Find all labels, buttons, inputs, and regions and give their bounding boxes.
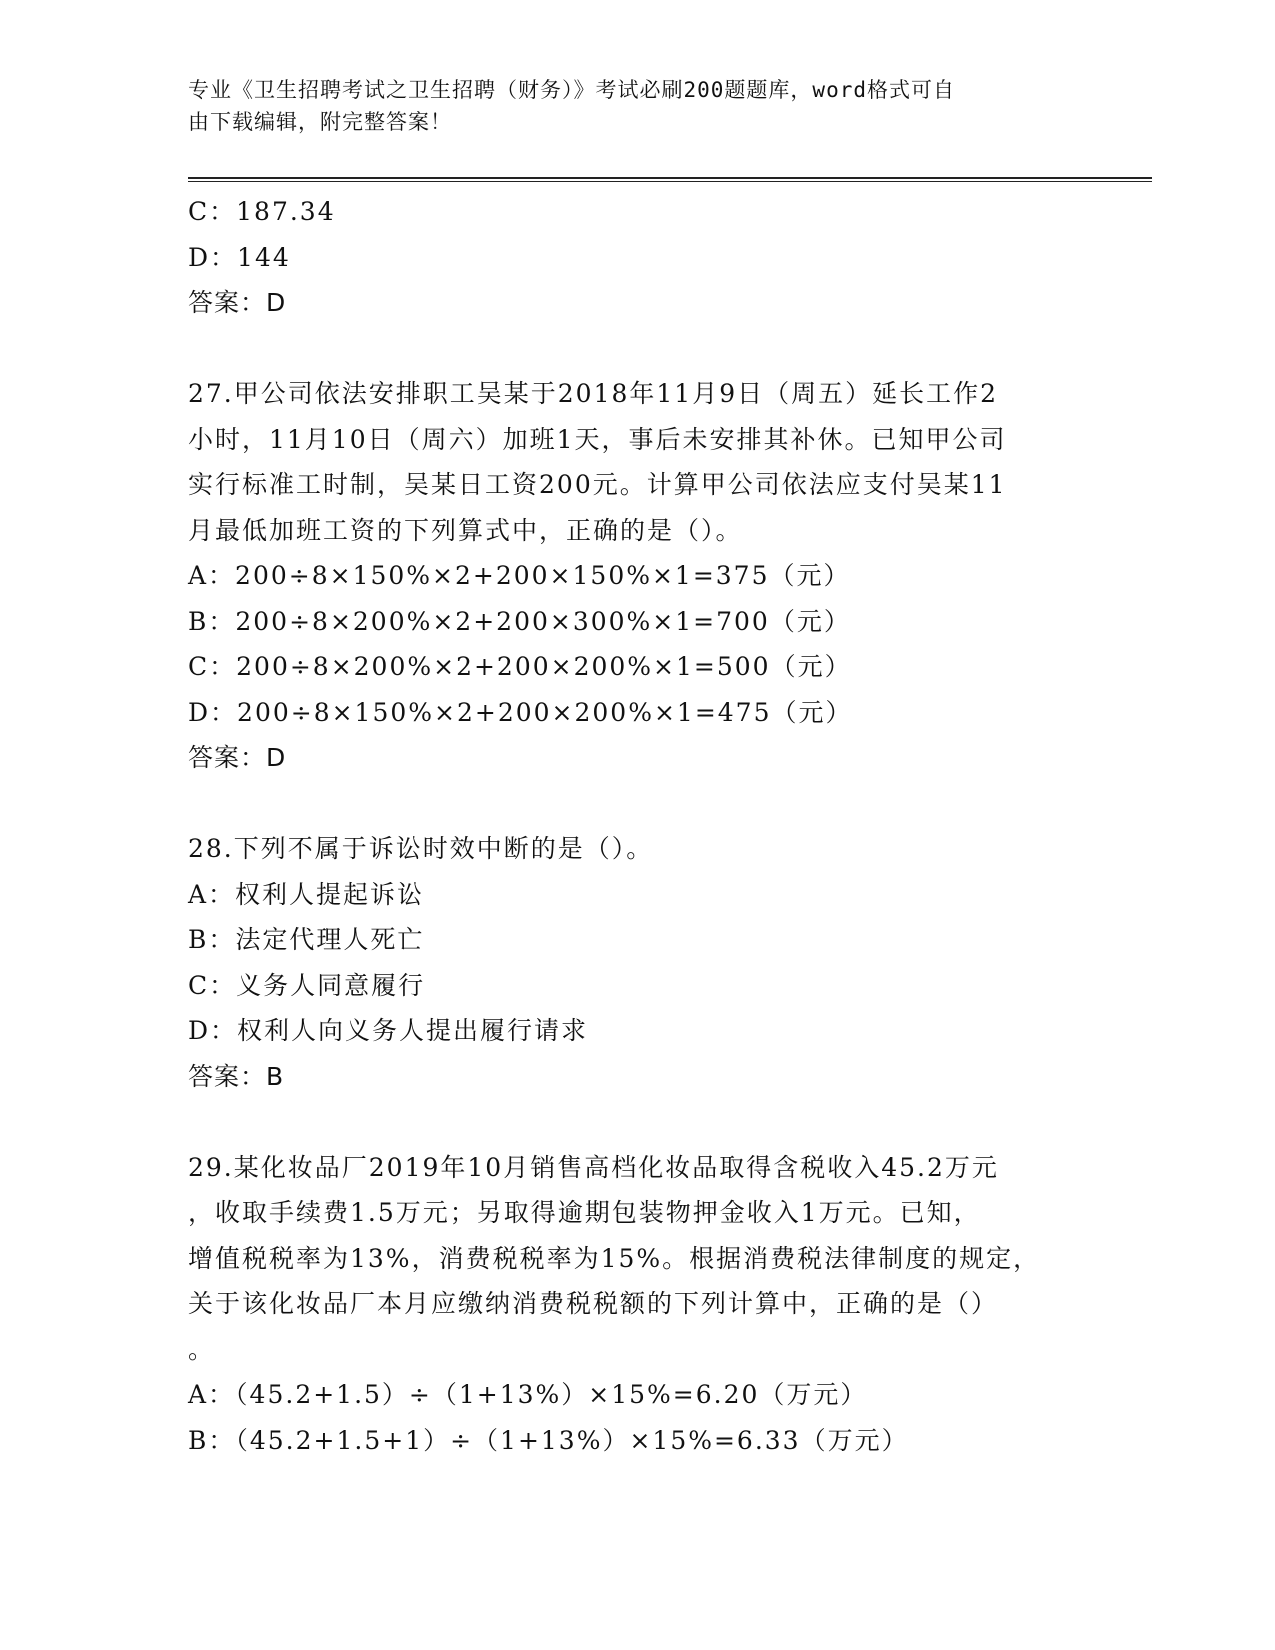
option-b: B：（45.2+1.5+1）÷（1+13%）×15%=6.33（万元） — [188, 1425, 909, 1455]
option-b: B：法定代理人死亡 — [188, 925, 425, 954]
option-d: D：144 — [188, 242, 291, 272]
header-line-2: 由下载编辑，附完整答案！ — [188, 110, 452, 134]
answer: 答案：D — [188, 743, 287, 772]
question-stem-line: 关于该化妆品厂本月应缴纳消费税税额的下列计算中，正确的是（） — [188, 1289, 999, 1318]
spacer — [188, 326, 1088, 372]
option-d: D：200÷8×150%×2+200×200%×1=475（元） — [188, 697, 853, 727]
option-b: B：200÷8×200%×2+200×300%×1=700（元） — [188, 606, 851, 636]
question-stem-line: 月最低加班工资的下列算式中，正确的是（）。 — [188, 515, 743, 545]
question-stem-line: 。 — [188, 1334, 216, 1364]
page-header — [188, 74, 1068, 138]
answer: 答案：B — [188, 1061, 285, 1091]
question-list — [188, 189, 1088, 1463]
question-28 — [188, 826, 1088, 1099]
option-a: A：权利人提起诉讼 — [188, 879, 425, 909]
question-stem-line: 27.甲公司依法安排职工吴某于2018年11月9日（周五）延长工作2 — [188, 379, 999, 408]
question-stem-line: 29.某化妆品厂2019年10月销售高档化妆品取得含税收入45.2万元 — [188, 1152, 999, 1182]
question-stem-line: 28.下列不属于诉讼时效中断的是（）。 — [188, 834, 654, 863]
answer: 答案：D — [188, 288, 287, 317]
header-divider — [188, 177, 1152, 182]
question-stem-line: 小时，11月10日（周六）加班1天，事后未安排其补休。已知甲公司 — [188, 424, 1007, 454]
option-a: A：（45.2+1.5）÷（1+13%）×15%=6.20（万元） — [188, 1380, 868, 1409]
header-line-1: 专业《卫生招聘考试之卫生招聘（财务）》考试必刷200题题库，word格式可自 — [188, 78, 955, 102]
option-c: C：200÷8×200%×2+200×200%×1=500（元） — [188, 652, 852, 681]
spacer — [188, 1099, 1088, 1145]
question-stem-line: 实行标准工时制，吴某日工资200元。计算甲公司依法应支付吴某11 — [188, 470, 1007, 499]
question-27 — [188, 371, 1088, 781]
option-d: D：权利人向义务人提出履行请求 — [188, 1016, 589, 1045]
spacer — [188, 781, 1088, 827]
question-stem-line: ，收取手续费1.5万元；另取得逾期包装物押金收入1万元。已知， — [188, 1198, 981, 1227]
question-stem-line: 增值税税率为13%，消费税税率为15%。根据消费税法律制度的规定， — [188, 1243, 1041, 1273]
question-29 — [188, 1145, 1088, 1464]
option-c: C：义务人同意履行 — [188, 970, 426, 1000]
question-26 — [188, 189, 1088, 326]
option-a: A：200÷8×150%×2+200×150%×1=375（元） — [188, 561, 851, 590]
option-c: C：187.34 — [188, 197, 336, 226]
